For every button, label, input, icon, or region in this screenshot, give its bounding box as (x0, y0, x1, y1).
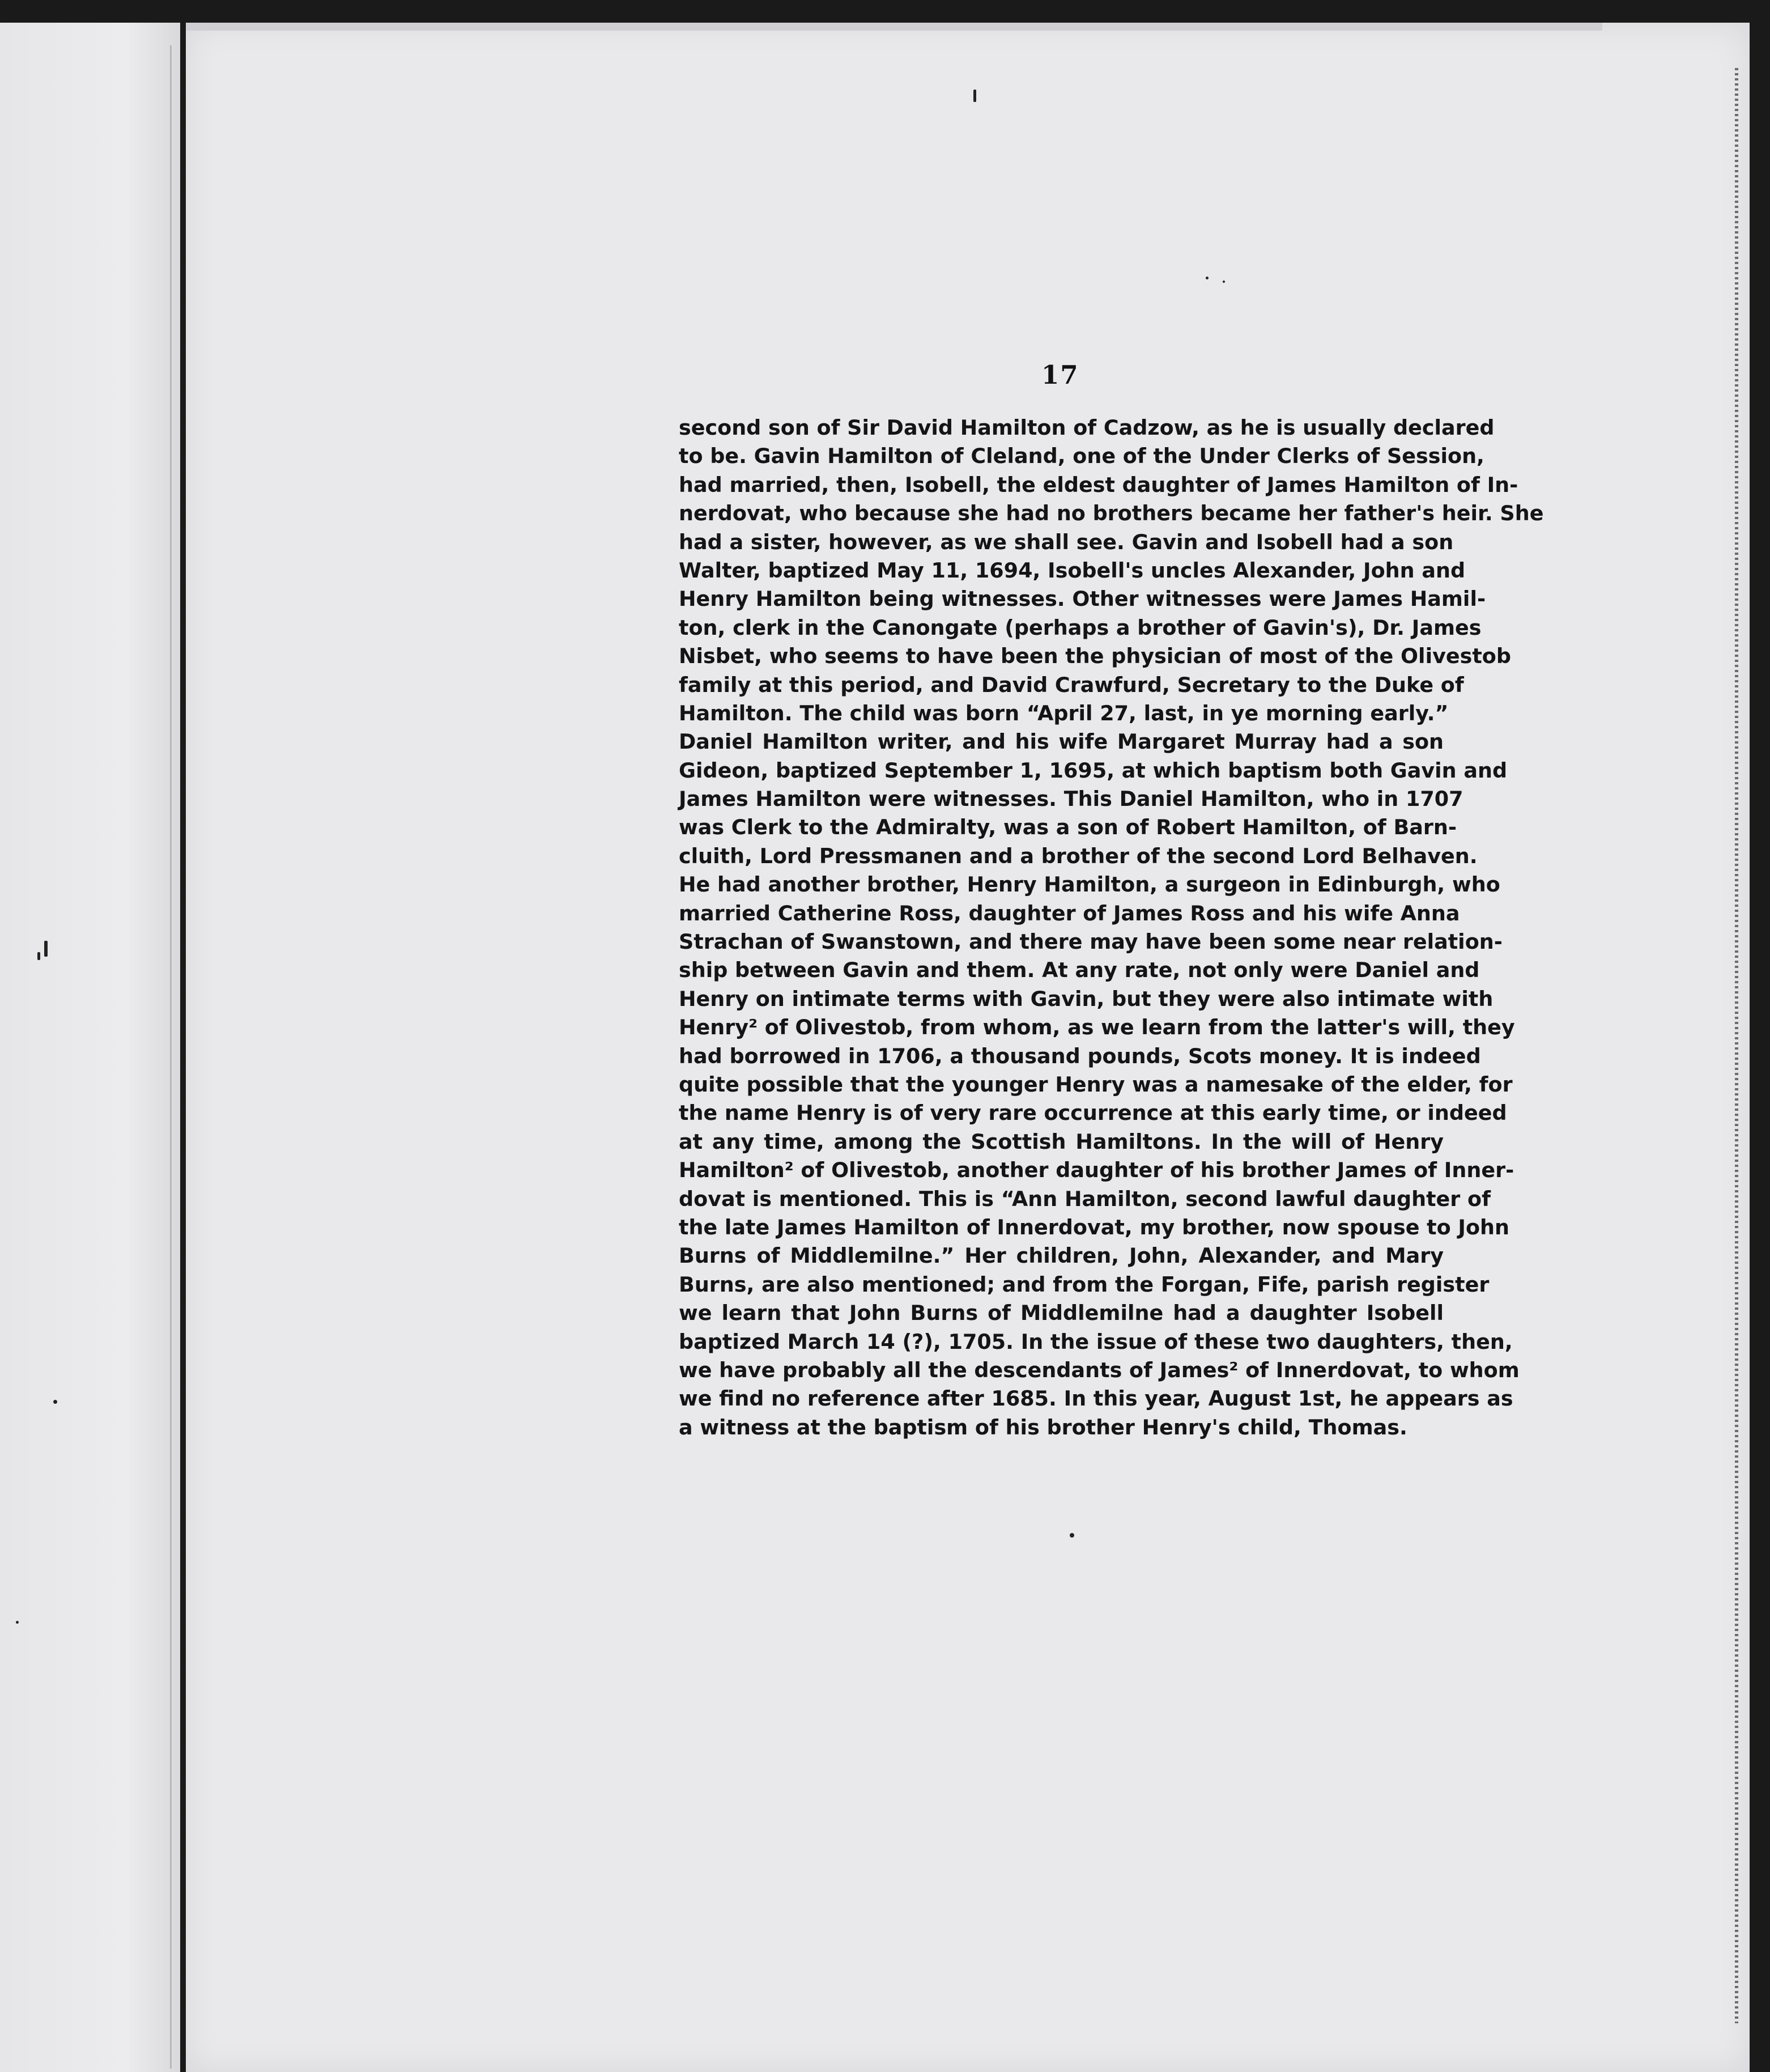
left-page-fold-line (170, 45, 172, 2069)
text-line: had borrowed in 1706, a thousand pounds, Scots money. It is indeed (679, 1043, 1481, 1068)
text-line: a witness at the baptism of his brother Henry's child, Thomas. (679, 1415, 1407, 1440)
text-line: at any time, among the Scottish Hamiltons. In the will of Henry (679, 1129, 1444, 1154)
body-text (679, 414, 1544, 1442)
text-line: Strachan of Swanstown, and there may have been some near relation- (679, 929, 1503, 954)
text-line: He had another brother, Henry Hamilton, a surgeon in Edinburgh, who (679, 872, 1500, 897)
text-line: Henry Hamilton being witnesses. Other witnesses were James Hamil- (679, 587, 1486, 612)
document-page (186, 23, 1750, 2072)
scan-speck (16, 1621, 19, 1624)
scan-speck (53, 1400, 57, 1404)
text-line: baptized March 14 (?), 1705. In the issue of these two daughters, then, (679, 1329, 1513, 1354)
text-line: Gideon, baptized September 1, 1695, at which baptism both Gavin and (679, 758, 1508, 783)
text-line: Nisbet, who seems to have been the physician of most of the Olivestob (679, 644, 1512, 669)
text-line: married Catherine Ross, daughter of James Ross and his wife Anna (679, 901, 1460, 925)
text-line: the name Henry is of very rare occurrence at this early time, or indeed (679, 1101, 1507, 1126)
text-line: we learn that John Burns of Middlemilne had a daughter Isobell (679, 1301, 1444, 1326)
text-line: Burns of Middlemilne.” Her children, John, Alexander, and Mary (679, 1243, 1444, 1268)
text-line: to be. Gavin Hamilton of Cleland, one of the Under Clerks of Session, (679, 444, 1484, 469)
text-line: James Hamilton were witnesses. This Daniel Hamilton, who in 1707 (679, 787, 1463, 812)
scan-speck (973, 90, 976, 102)
scan-speck (37, 952, 40, 960)
text-line: we find no reference after 1685. In this year, August 1st, he appears as (679, 1386, 1513, 1411)
text-line: ship between Gavin and them. At any rate, not only were Daniel and (679, 958, 1480, 983)
text-line: Henry² of Olivestob, from whom, as we learn from the latter's will, they (679, 1015, 1515, 1040)
text-line: Daniel Hamilton writer, and his wife Margaret Murray had a son (679, 729, 1444, 754)
text-line: Burns, are also mentioned; and from the Forgan, Fife, parish register (679, 1272, 1490, 1297)
left-page-edge (0, 23, 180, 2072)
text-line: the late James Hamilton of Innerdovat, my brother, now spouse to John (679, 1215, 1510, 1239)
text-line: Henry on intimate terms with Gavin, but they were also intimate with (679, 986, 1494, 1011)
text-line: had a sister, however, as we shall see. Gavin and Isobell had a son (679, 529, 1454, 554)
page-right-edge (1735, 68, 1738, 2023)
text-line: had married, then, Isobell, the eldest daughter of James Hamilton of In- (679, 472, 1518, 497)
text-line: second son of Sir David Hamilton of Cadzow, as he is usually declared (679, 415, 1495, 440)
scan-speck (1070, 1533, 1074, 1538)
text-line: quite possible that the younger Henry was a namesake of the elder, for (679, 1072, 1513, 1097)
scan-speck (44, 941, 48, 957)
text-line: cluith, Lord Pressmanen and a brother of the second Lord Belhaven. (679, 843, 1478, 868)
scan-speck (1206, 277, 1209, 279)
page-number: 17 (1041, 360, 1079, 390)
text-line: Hamilton. The child was born “April 27, last, in ye morning early.” (679, 700, 1449, 725)
text-line: dovat is mentioned. This is “Ann Hamilton, second lawful daughter of (679, 1186, 1491, 1211)
page-top-edge (186, 23, 1602, 31)
text-line: Walter, baptized May 11, 1694, Isobell's uncles Alexander, John and (679, 558, 1466, 583)
text-line: family at this period, and David Crawfurd, Secretary to the Duke of (679, 672, 1464, 697)
text-line: ton, clerk in the Canongate (perhaps a brother of Gavin's), Dr. James (679, 615, 1482, 640)
text-line: Hamilton² of Olivestob, another daughter of his brother James of Inner- (679, 1158, 1514, 1183)
text-line: was Clerk to the Admiralty, was a son of Robert Hamilton, of Barn- (679, 815, 1457, 840)
text-line: nerdovat, who because she had no brothers became her father's heir. She (679, 501, 1544, 526)
text-line: we have probably all the descendants of James² of Innerdovat, to whom (679, 1357, 1520, 1382)
scan-speck (1223, 281, 1225, 283)
